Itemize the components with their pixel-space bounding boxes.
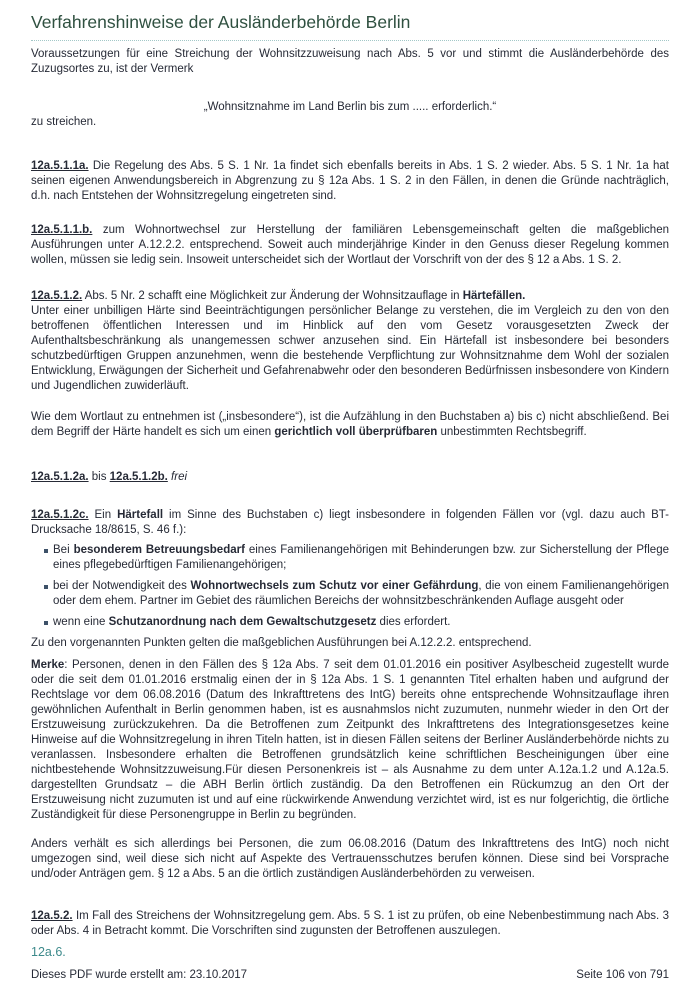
text-segment: Die Regelung des Abs. 5 S. 1 Nr. 1a findet sich ebenfalls bereits in Abs. 1 S. 2 wieder. Abs. 5 S. 1 Nr. 1a hat seinen eigenen Anwendungsbereich in Abgrenzung zu § 12a Abs. 1 S. 2 in den Fällen, in denen die Gründe nachträglich, d.h. nach Entstehen der Wohnsitzregelung eingetreten sind.: [31, 160, 669, 202]
vermerk-quote: [31, 100, 669, 115]
heading-12a-6: [31, 945, 669, 965]
text-segment: Unter einer unbilligen Härte sind Beeinträchtigungen persönlicher Belange zu verstehen, die im Vergleich zu den von den betroffenen öffentlichen Interessen und im Hinblick auf den vom Gesetz vorausgesetzten Zweck der Aufenthaltsbeschränkung als unangemessen schwer anzusehen sind. Ein Härtefall ist insbesondere bei besonders schutzbedürftigen Gruppen anzunehmen, wenn die bestehende Verpflichtung zur Wohnsitznahme dem Wohl der sozialen Entwicklung, Erwägungen der Sicherheit und Gefahrenabwehr oder den besonderen Bedürfnissen insbesondere von Kindern und Jugendlichen zuwiderläuft.: [31, 305, 669, 392]
text-segment: Voraussetzungen für eine Streichung der Wohnsitzzuweisung nach Abs. 5 vor und stimmt die Ausländerbehörde des Zuzugsortes zu, ist der Vermerk: [31, 48, 669, 75]
text-segment: , die von einem Familienangehörigen oder dem ehem. Partner im Gebiet des räumlichen Bereichs der wohnsitzbeschränkenden Auflage ausgeht oder: [53, 580, 669, 607]
text-segment: 12a.6.: [31, 945, 66, 959]
text-segment: Zu den vorgenannten Punkten gelten die maßgeblichen Ausführungen bei A.12.2.2. entsprechend.: [31, 637, 532, 649]
section-12a-5-1-2: [31, 289, 669, 304]
text-segment: 12a.5.1.1.b.: [31, 224, 93, 236]
footer-page-number: Seite 106 von 791: [576, 969, 669, 981]
text-segment: 12a.5.1.2b.: [109, 471, 168, 483]
section-12a-5-1-2c: [31, 508, 669, 538]
paragraph-anders: [31, 837, 669, 882]
paragraph-wortlaut: [31, 410, 669, 440]
bullet-item: [44, 615, 669, 630]
intro-paragraph: [31, 47, 669, 77]
text-segment: Bei: [53, 544, 74, 556]
haertefall-bullets: [31, 543, 669, 630]
text-segment: „Wohnsitznahme im Land Berlin bis zum ..... erforderlich.“: [203, 101, 497, 113]
text-segment: zu streichen.: [31, 116, 97, 128]
text-segment: Wohnortwechsels zum Schutz vor einer Gefährdung: [190, 580, 479, 592]
text-segment: besonderem Betreuungsbedarf: [73, 544, 245, 556]
text-segment: frei: [167, 471, 188, 483]
text-segment: unbestimmten Rechtsbegriff.: [437, 426, 587, 438]
text-segment: 12a.5.1.2a.: [31, 471, 89, 483]
text-segment: zum Wohnortwechsel zur Herstellung der familiären Lebensgemeinschaft gelten die maßgeblichen Ausführungen unter A.12.2.2. entsprechend. Soweit auch minderjährige Kinder in den Genuss dieser Regelung kommen wollen, müssen sie ledig sein. Insoweit unterscheidet sich der Wortlaut der Vorschrift von der des § 12 a Abs. 1 S. 2.: [31, 224, 669, 266]
text-segment: Wie dem Wortlaut zu entnehmen ist („insbesondere“), ist die Aufzählung in den Buchstaben a) bis c) nicht abschließend. Bei dem Begriff der Härte handelt es sich um einen: [31, 411, 669, 438]
paragraph-merke: [31, 658, 669, 823]
text-segment: Abs. 5 Nr. 2 schafft eine Möglichkeit zur Änderung der Wohnsitzauflage in: [82, 290, 463, 302]
text-segment: wenn eine: [53, 616, 109, 628]
text-segment: bei der Notwendigkeit des: [53, 580, 191, 592]
text-segment: : Personen, denen in den Fällen des § 12a Abs. 7 seit dem 01.01.2016 ein positiver Asylbescheid zugestellt wurde oder die seit dem 01.01.2016 erstmalig einen der in § 12a Abs. 1 S. 1 genannten Titel erhalten haben und aufgrund der Rechtslage vor dem 06.08.2016 (Datum des Inkrafttretens des IntG) bereits ohne entsprechende Wohnsitzauflage ihren gewöhnlichen Aufenthalt in Berlin genommen haben, ist es ausnahmslos nicht zuzumuten, nunmehr wieder in den Ort der Erstzuweisung zurückzukehren. Da die Betroffenen zum Zeitpunkt des Inkrafttretens des Integrationsgesetzes keine Hinweise auf die Wohnsitzregelung in ihren Titeln hatten, ist in diesen Fällen seitens der Berliner Ausländerbehörde nichts zu veranlassen. Insbesondere erhalten die Betroffenen grundsätzlich keine schriftlichen Bescheinigungen über eine nichtbestehende Wohnsitzzuweisung.Für diesen Personenkreis ist – als Ausnahme zu dem unter A.12a.1.2 und A.12a.5. dargestellten Grundsatz – die ABH Berlin örtlich zuständig. Da den Betroffenen ein Rückumzug an den Ort der Erstzuweisung nicht zuzumuten ist und auf eine rückwirkende Anwendung verzichtet wird, ist es nur folgerichtig, die örtliche Zuständigkeit für diese Personengruppe in Berlin zu begründen.: [31, 659, 669, 821]
text-segment: im Sinne des Buchstaben c) liegt insbesondere in folgenden Fällen vor (vgl. dazu auch BT-Drucksache 18/8615, S. 46 f.):: [31, 509, 669, 536]
document-body: [31, 47, 669, 969]
bullet-item: [44, 579, 669, 609]
text-segment: Merke: [31, 659, 65, 671]
section-12a-5-2: [31, 909, 669, 939]
paragraph-frei: [31, 470, 669, 485]
text-segment: gerichtlich voll überprüfbaren: [274, 426, 438, 438]
text-segment: 12a.5.1.1a.: [31, 160, 89, 172]
text-segment: Anders verhält es sich allerdings bei Personen, die zum 06.08.2016 (Datum des Inkrafttretens des IntG) noch nicht umgezogen sind, weil diese sich nicht auf Aspekte des Vertrauensschutzes berufen können. Diese sind bei Vorsprache und/oder Anträgen gem. § 12 a Abs. 5 an die örtlich zuständigen Ausländerbehörden zu verweisen.: [31, 838, 669, 880]
bullet-item: [44, 543, 669, 573]
text-segment: Schutzanordnung nach dem Gewaltschutzgesetz: [108, 616, 377, 628]
text-segment: 12a.5.1.2.: [31, 290, 83, 302]
text-segment: 12a.5.2.: [31, 910, 73, 922]
footer-created-date: Dieses PDF wurde erstellt am: 23.10.2017: [31, 969, 248, 981]
vermerk-streichen: [31, 115, 669, 130]
section-12a-5-1-1b: [31, 223, 669, 268]
text-segment: 12a.5.1.2c.: [31, 509, 89, 521]
text-segment: bis: [88, 471, 110, 483]
page-footer: [31, 964, 669, 983]
text-segment: Im Fall des Streichens der Wohnsitzregelung gem. Abs. 5 S. 1 ist zu prüfen, ob eine Nebenbestimmung nach Abs. 3 oder Abs. 4 in Betracht kommt. Die Vorschriften sind zugunsten der Betroffenen auszulegen.: [31, 910, 669, 937]
text-segment: eines Familienangehörigen mit Behinderungen bzw. zur Sicherstellung der Pflege eines pflegebedürftigen Familienangehörigen;: [53, 544, 669, 571]
page-title: Verfahrenshinweise der Ausländerbehörde Berlin: [31, 12, 669, 41]
text-segment: Härtefall: [117, 509, 164, 521]
section-12a-5-1-1a: [31, 159, 669, 204]
text-segment: Härtefällen.: [462, 290, 526, 302]
paragraph-vorgenannte: [31, 636, 669, 651]
paragraph-unbillige-haerte: [31, 304, 669, 394]
text-segment: dies erfordert.: [376, 616, 451, 628]
text-segment: Ein: [88, 509, 118, 521]
